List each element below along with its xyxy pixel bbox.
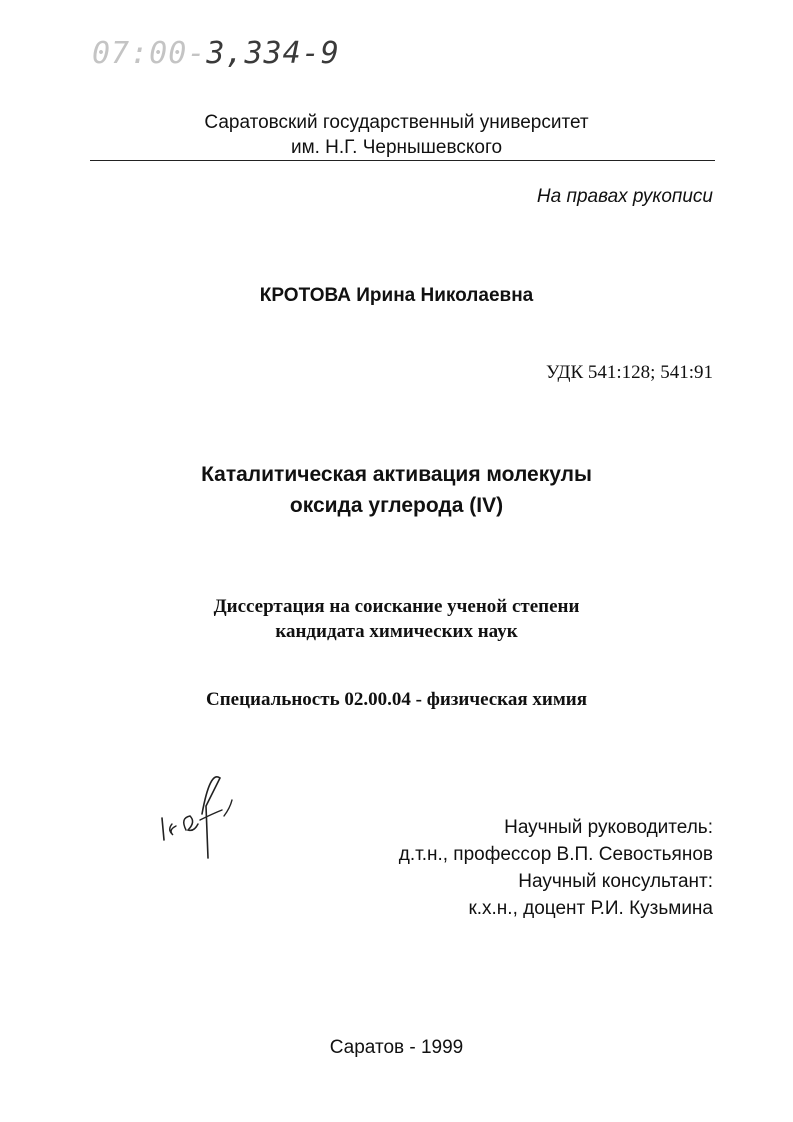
- archive-stamp: [92, 36, 432, 86]
- archive-stamp-faint: 07:00-: [92, 36, 207, 71]
- degree-line-1: Диссертация на соискание ученой степени: [213, 596, 580, 617]
- udc-code: УДК 541:128; 541:91: [545, 362, 713, 383]
- degree-statement: [0, 594, 793, 644]
- consultant-label: Научный консультант:: [518, 871, 713, 892]
- university-name: Саратовский государственный университет: [204, 112, 589, 133]
- supervisor-label: Научный руководитель:: [504, 817, 713, 838]
- author-name: КРОТОВА Ирина Николаевна: [259, 285, 534, 306]
- city-year: Саратов - 1999: [329, 1037, 464, 1058]
- manuscript-rights-note: На правах рукописи: [536, 186, 713, 207]
- university-namesake: им. Н.Г. Чернышевского: [290, 137, 503, 158]
- university-header: [0, 110, 793, 160]
- dissertation-title: [0, 459, 793, 521]
- archive-stamp-number: 3,334-9: [206, 36, 340, 71]
- header-divider: [90, 160, 715, 161]
- title-line-2: оксида углерода (IV): [289, 494, 504, 517]
- advisors-block: [399, 814, 713, 922]
- title-line-1: Каталитическая активация молекулы: [201, 463, 592, 486]
- signature-icon: [150, 770, 240, 860]
- degree-line-2: кандидата химических наук: [275, 621, 518, 642]
- specialty: Специальность 02.00.04 - физическая химия: [205, 689, 587, 710]
- consultant-name: к.х.н., доцент Р.И. Кузьмина: [468, 898, 713, 919]
- supervisor-name: д.т.н., профессор В.П. Севостьянов: [398, 844, 713, 865]
